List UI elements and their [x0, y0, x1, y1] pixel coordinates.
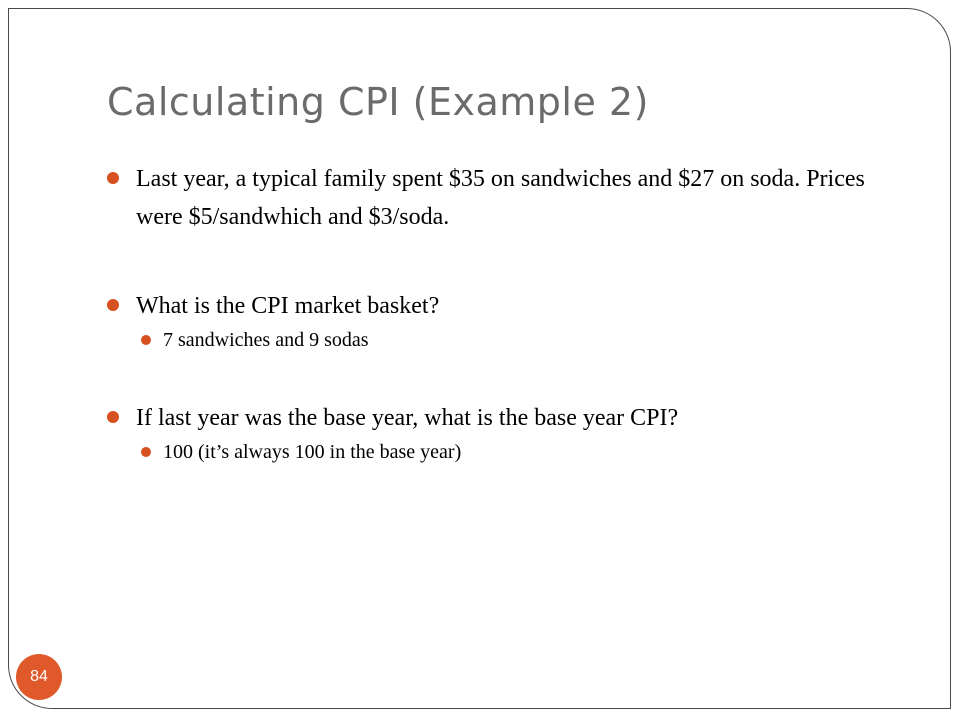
slide-content: [107, 160, 887, 467]
bullet-base-year-question: If last year was the base year, what is the base year CPI?: [107, 399, 887, 437]
slide-title: Calculating CPI (Example 2): [107, 80, 649, 124]
page-number-badge: 84: [16, 654, 62, 700]
bullet-market-basket-question: What is the CPI market basket?: [107, 287, 887, 325]
sub-bullet-market-basket-answer: 7 sandwiches and 9 sodas: [141, 325, 887, 355]
sub-bullet-base-year-answer: 100 (it’s always 100 in the base year): [141, 437, 887, 467]
bullet-spending: Last year, a typical family spent $35 on sandwiches and $27 on soda. Prices were $5/sandwhich and $3/soda.: [107, 160, 887, 236]
